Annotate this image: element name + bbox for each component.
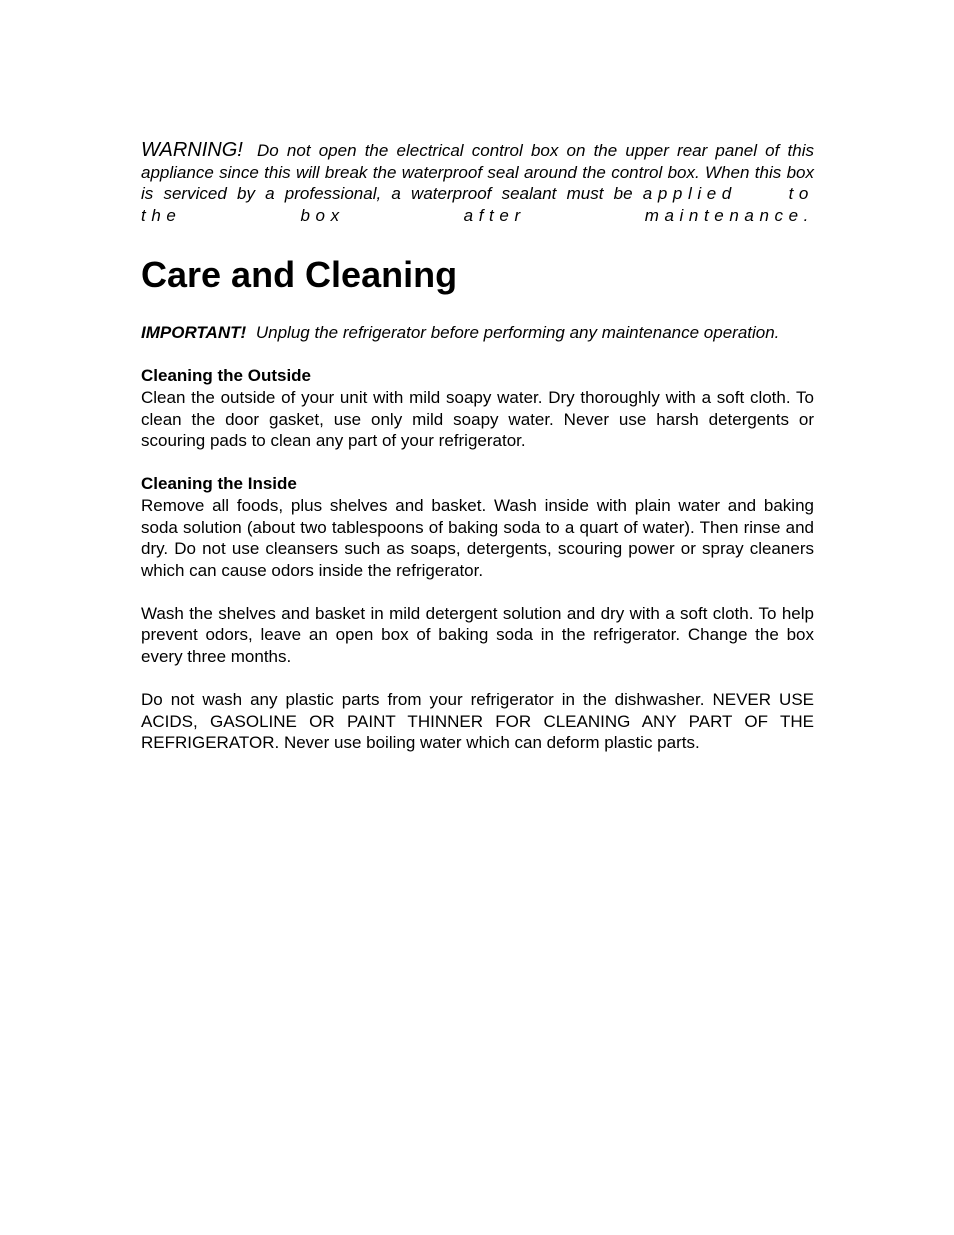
document-page (141, 140, 814, 754)
page-title: Care and Cleaning (141, 253, 458, 295)
warning-label: WARNING! (141, 139, 243, 161)
important-label: IMPORTANT! (141, 322, 247, 342)
inside-heading: Cleaning the Inside (141, 473, 297, 493)
inside-paragraph-1: Remove all foods, plus shelves and basket. Wash inside with plain water and baking soda solution (about two tablespoons of baking soda to a quart of water). Then rinse and dry. Do not use cleansers such as soaps, detergents, scouring power or spray cleaners which can cause odors inside the refrigerator. (141, 495, 814, 581)
outside-heading: Cleaning the Outside (141, 365, 312, 385)
warning-text: Do not open the electrical control box on the upper rear panel of this appliance since this will break the waterproof seal around the control box. When this box is serviced by a professional, a waterproof sealant must be (141, 141, 814, 204)
inside-paragraph-3: Do not wash any plastic parts from your refrigerator in the dishwasher. NEVER USE ACIDS, GASOLINE OR PAINT THINNER FOR CLEANING ANY PART OF THE REFRIGERATOR. Never use boiling water which can deform plastic parts. (141, 689, 814, 753)
important-note (141, 322, 814, 344)
warning-note (141, 140, 814, 227)
inside-paragraph-2: Wash the shelves and basket in mild detergent solution and dry with a soft cloth. To help prevent odors, leave an open box of baking soda in the refrigerator. Change the box every three months. (141, 603, 814, 667)
important-text: Unplug the refrigerator before performing any maintenance operation. (255, 322, 780, 342)
outside-paragraph: Clean the outside of your unit with mild soapy water. Dry thoroughly with a soft cloth. To clean the door gasket, use only mild soapy water. Never use harsh detergents or scouring pads to clean any part of your refrigerator. (141, 387, 814, 451)
warning-last-line: applied to the box after maintenance. (141, 184, 814, 226)
